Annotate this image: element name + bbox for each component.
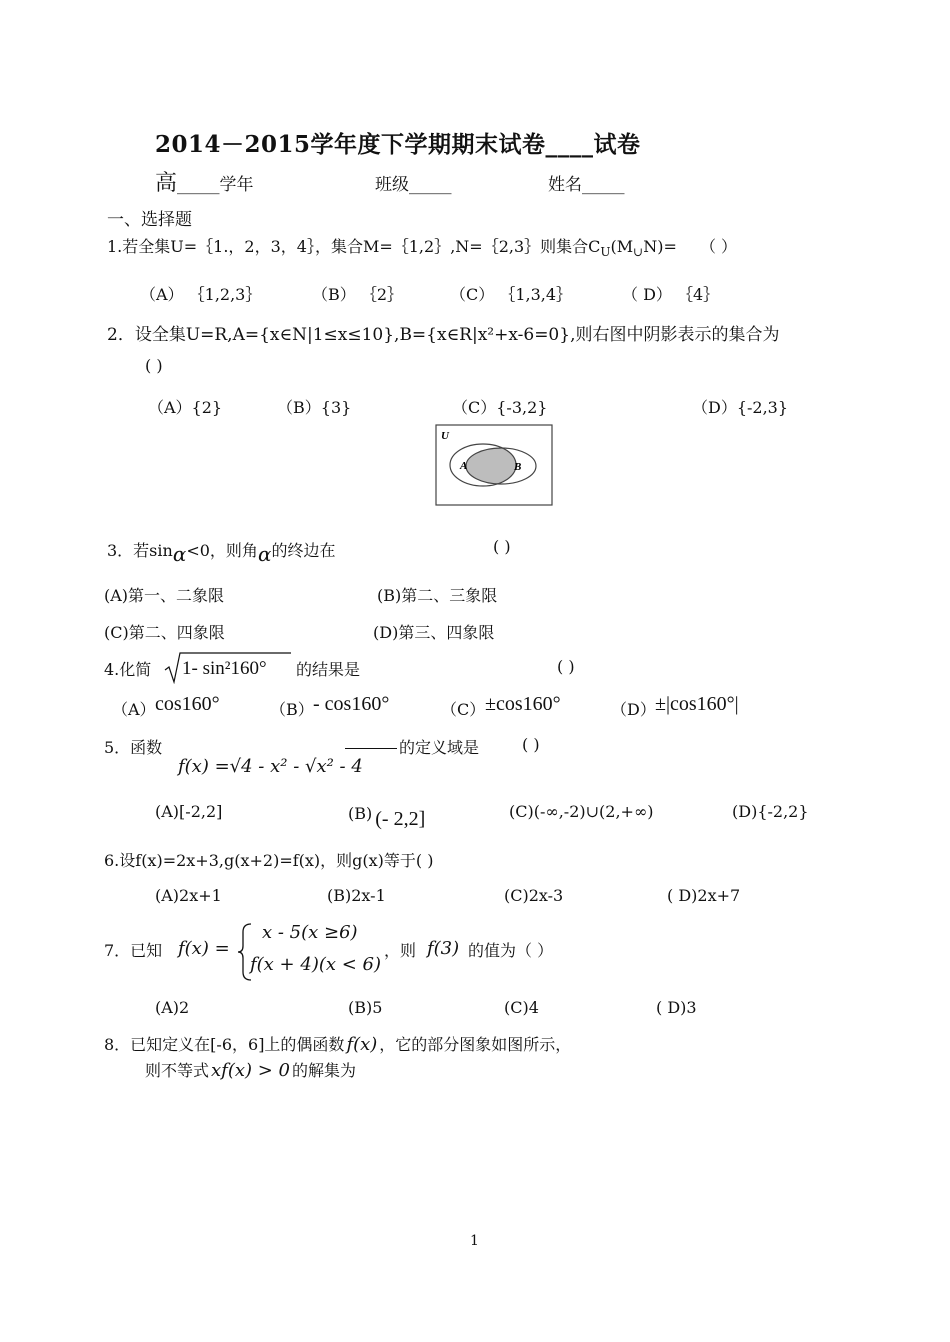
q2-option-a: （A）{2} <box>148 398 223 417</box>
q2-option-c: （C）{-3,2} <box>452 398 548 417</box>
q3-stem <box>107 537 336 566</box>
q5-paren: ( ) <box>522 735 540 754</box>
q1-option-d: （ D） ｛4｝ <box>622 285 720 304</box>
q2-option-d: （D）{-2,3} <box>692 398 789 417</box>
q8-line-2 <box>145 1058 356 1081</box>
venn-label-b: B <box>514 461 522 473</box>
q3-option-d: (D)第三、四象限 <box>373 623 495 642</box>
grade-prefix: 高 <box>155 171 178 196</box>
q4-option-c-value: ±cos160° <box>485 693 561 715</box>
q1-complement: C <box>588 237 601 256</box>
class-field: 班级_____ <box>375 175 452 195</box>
q7-suffix: 的值为（ ） <box>468 941 554 960</box>
q4-option-a-label: （A） <box>112 700 156 719</box>
q8-text-a: 8．已知定义在[-6，6]上的偶函数 <box>104 1035 345 1054</box>
q2-text: 2．设全集U=R,A={x∈N|1≤x≤10},B={x∈R|x²+x-6=0},则右图中阴影表示的集合为 <box>107 325 780 345</box>
q8-function: f(x) <box>346 1034 378 1055</box>
q7-case-2: f(x + 4)(x < 6) <box>250 954 382 975</box>
q3-text-a: 3．若sin <box>107 541 173 560</box>
q1-option-c: （C） ｛1,3,4｝ <box>450 285 573 304</box>
q3-option-a: (A)第一、二象限 <box>104 586 225 605</box>
q7-case-1: x - 5(x ≥6) <box>262 922 358 943</box>
q1-paren: （ ） <box>699 237 738 256</box>
page-number: 1 <box>470 1233 479 1249</box>
q7-lhs: f(x) = <box>178 938 230 959</box>
q6-text: 6.设f(x)=2x+3,g(x+2)=f(x)，则g(x)等于( ) <box>104 851 434 870</box>
q6-option-b: (B)2x-1 <box>327 886 386 905</box>
q4-suffix: 的结果是 <box>296 660 361 679</box>
q7-mid: ，则 <box>384 941 417 960</box>
q3-alpha-1: α <box>172 542 187 566</box>
q5-option-b-label: (B) <box>348 804 373 823</box>
grade-suffix: 学年 <box>219 175 254 195</box>
q5-radical-bar <box>345 748 397 749</box>
q7-text: 7．已知 <box>104 941 163 960</box>
q1-stem <box>107 234 737 259</box>
q5-function: f(x) =√4 - x² - √x² - 4 <box>178 756 363 777</box>
venn-label-u: U <box>441 430 449 442</box>
q1-option-a: （A） ｛1,2,3｝ <box>140 285 262 304</box>
q8-line-1 <box>104 1032 571 1055</box>
q4-option-b-value: - cos160° <box>313 693 390 715</box>
q3-option-b: (B)第二、三象限 <box>377 586 498 605</box>
q4-text: 4.化简 <box>104 660 152 679</box>
q7-option-b: (B)5 <box>348 998 383 1017</box>
q1-option-b: （B） ｛2｝ <box>312 285 404 304</box>
q1-sub: U <box>600 245 611 260</box>
q5-option-b-value: (- 2,2] <box>375 808 426 830</box>
q1-expr: (M <box>610 237 634 256</box>
q4-radicand: 1- sin²160° <box>182 658 267 679</box>
q8-inequality: xf(x) > 0 <box>211 1060 291 1081</box>
name-field: 姓名_____ <box>548 175 625 195</box>
q3-paren: ( ) <box>493 537 511 556</box>
q5-option-b <box>348 802 426 830</box>
q6-option-d: ( D)2x+7 <box>667 886 741 905</box>
q4-option-b-label: （B） <box>270 700 314 719</box>
q1-text: 1.若全集U=｛1.，2，3，4｝，集合M=｛1,2｝,N=｛2,3｝则集合 <box>107 237 589 256</box>
q7-option-c: (C)4 <box>504 998 539 1017</box>
q5-option-d: (D){-2,2} <box>732 802 809 821</box>
q3-text-b: <0，则角 <box>186 541 258 560</box>
q5-text: 5．函数 <box>104 738 163 757</box>
venn-label-a: A <box>460 460 468 472</box>
q4-option-d-value: ±|cos160°| <box>655 693 739 715</box>
q2-option-b: （B）{3} <box>277 398 352 417</box>
q4-option-a-value: cos160° <box>155 693 220 715</box>
section-heading: 一、选择题 <box>107 210 192 230</box>
q2-paren: ( ) <box>145 356 163 375</box>
q4-paren: ( ) <box>557 657 575 676</box>
q7-option-d: ( D)3 <box>656 998 697 1017</box>
q5-option-a: (A)[-2,2] <box>155 802 223 821</box>
q5-option-c: (C)(-∞,-2)∪(2,+∞) <box>509 802 654 821</box>
q3-option-c: (C)第二、四象限 <box>104 623 225 642</box>
q5-suffix: 的定义域是 <box>399 738 480 757</box>
grade-blank: _____ <box>177 175 220 195</box>
q7-option-a: (A)2 <box>155 998 190 1017</box>
q8-text-d: 的解集为 <box>292 1061 357 1080</box>
venn-diagram <box>434 423 556 507</box>
q3-text-c: 的终边在 <box>271 541 336 560</box>
q6-option-c: (C)2x-3 <box>504 886 564 905</box>
grade-field <box>155 166 254 197</box>
page-title: 2014－2015学年度下学期期末试卷____试卷 <box>155 131 641 158</box>
q3-alpha-2: α <box>257 542 272 566</box>
q1-expr2: N)= <box>643 237 677 256</box>
q4-option-c-label: （C） <box>441 700 486 719</box>
q1-cup: ∪ <box>633 245 644 260</box>
q6-option-a: (A)2x+1 <box>155 886 222 905</box>
q7-target: f(3) <box>427 938 460 959</box>
q4-option-d-label: （D） <box>611 700 656 719</box>
q8-text-b: ，它的部分图象如图所示， <box>379 1035 572 1054</box>
q8-text-c: 则不等式 <box>145 1061 210 1080</box>
